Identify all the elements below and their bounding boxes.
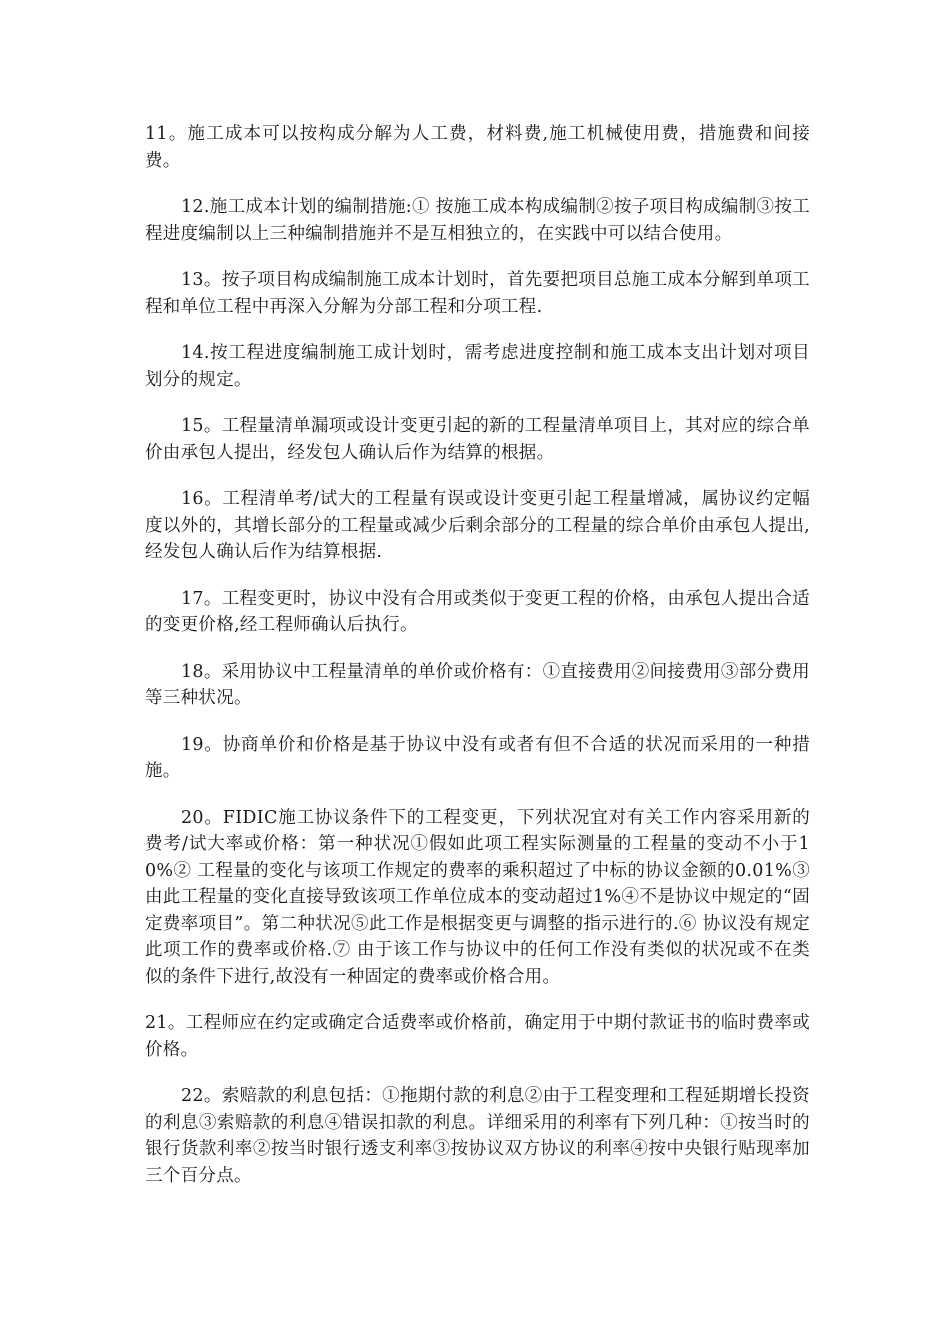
paragraph-item-14: 14.按工程进度编制施工成计划时，需考虑进度控制和施工成本支出计划对项目划分的规定。 bbox=[145, 343, 810, 390]
paragraph-item-19: 19。协商单价和价格是基于协议中没有或者有但不合适的状况而采用的一种措施。 bbox=[145, 734, 810, 781]
paragraph-item-15: 15。工程量清单漏项或设计变更引起的新的工程量清单项目上，其对应的综合单价由承包人提出，经发包人确认后作为结算的根据。 bbox=[145, 416, 810, 463]
paragraph-item-20: 20。FIDIC施工协议条件下的工程变更，下列状况宜对有关工作内容采用新的费考/试大率或价格：第一种状况①假如此项工程实际测量的工程量的变动不小于10%② 工程量的变化与该项工作规定的费率的乘积超过了中标的协议金额的0.01%③ 由此工程量的变化直接导致该项工作单位成本的变动超过1%④不是协议中规定的“固定费率项目”。第二种状况⑤此工作是根据变更与调整的指示进行的.⑥ 协议没有规定此项工作的费率或价格.⑦ 由于该工作与协议中的任何工作没有类似的状况或不在类似的条件下进行,故没有一种固定的费率或价格合用。 bbox=[145, 807, 810, 987]
paragraph-item-18: 18。采用协议中工程量清单的单价或价格有：①直接费用②间接费用③部分费用等三种状况。 bbox=[145, 661, 810, 708]
paragraph-item-17: 17。工程变更时，协议中没有合用或类似于变更工程的价格，由承包人提出合适的变更价格,经工程师确认后执行。 bbox=[145, 588, 810, 635]
document-body bbox=[145, 121, 810, 1209]
paragraph-item-16: 16。工程清单考/试大的工程量有误或设计变更引起工程量增减，属协议约定幅度以外的，其增长部分的工程量或减少后剩余部分的工程量的综合单价由承包人提出,经发包人确认后作为结算根据. bbox=[145, 489, 810, 562]
paragraph-item-12: 12.施工成本计划的编制措施:① 按施工成本构成编制②按子项目构成编制③按工程进度编制以上三种编制措施并不是互相独立的，在实践中可以结合使用。 bbox=[145, 197, 810, 244]
paragraph-item-11: 11。施工成本可以按构成分解为人工费，材料费,施工机械使用费，措施费和间接费。 bbox=[145, 124, 810, 171]
paragraph-item-13: 13。按子项目构成编制施工成本计划时，首先要把项目总施工成本分解到单项工程和单位工程中再深入分解为分部工程和分项工程. bbox=[145, 270, 810, 317]
paragraph-item-22: 22。索赔款的利息包括：①拖期付款的利息②由于工程变理和工程延期增长投资的利息③索赔款的利息④错误扣款的利息。详细采用的利率有下列几种：①按当时的银行货款利率②按当时银行透支利率③按协议双方协议的利率④按中央银行贴现率加三个百分点。 bbox=[145, 1086, 810, 1186]
paragraph-item-21: 21。工程师应在约定或确定合适费率或价格前，确定用于中期付款证书的临时费率或价格。 bbox=[145, 1013, 810, 1060]
